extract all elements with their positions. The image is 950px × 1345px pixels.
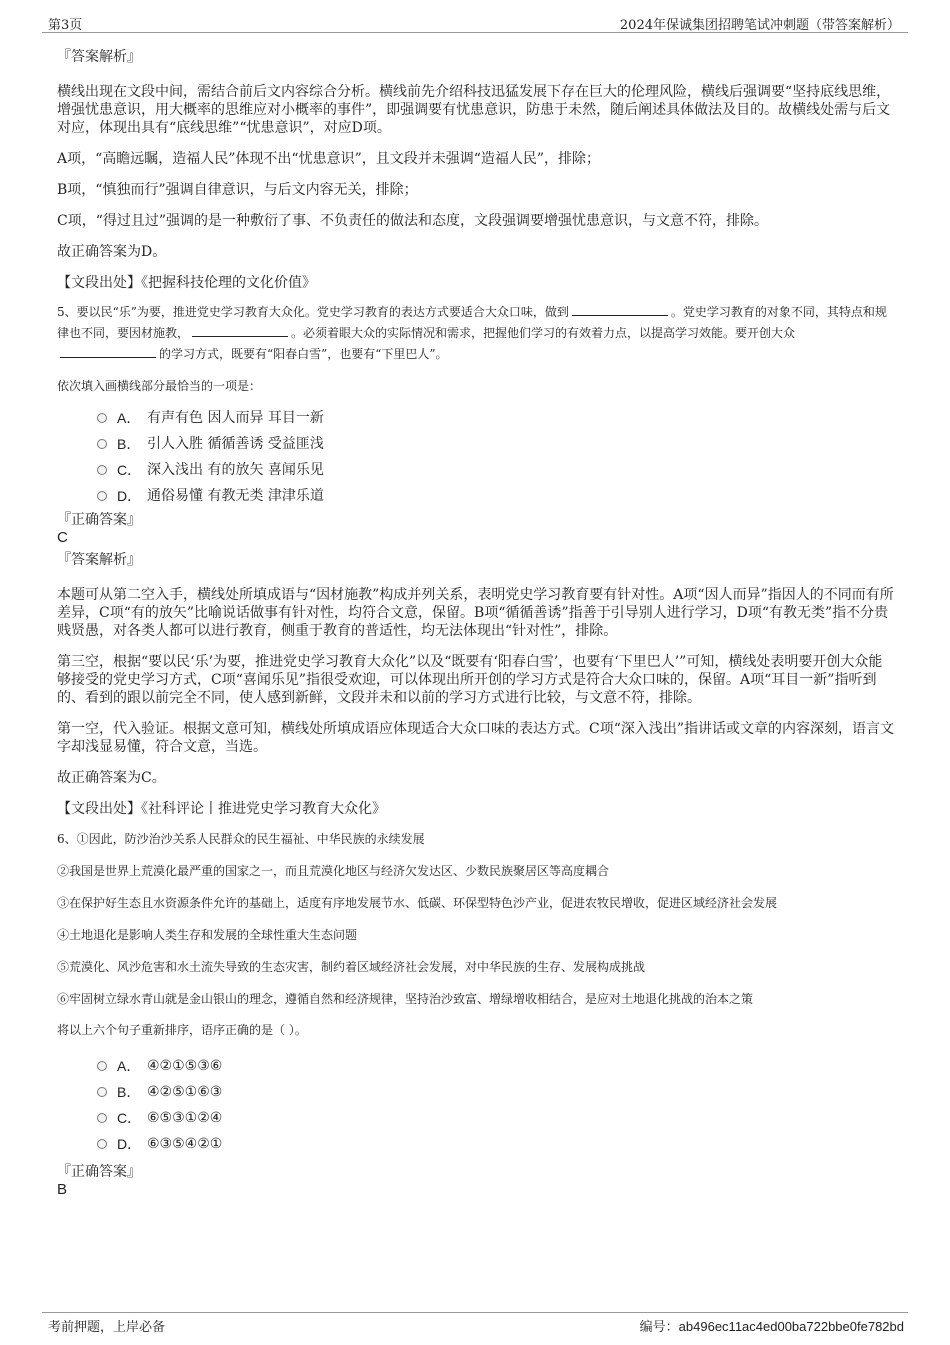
analysis-tag: 『答案解析』 bbox=[57, 49, 141, 65]
radio-icon[interactable] bbox=[97, 1139, 107, 1149]
sentence-item: ⑤荒漠化、风沙危害和水土流失导致的生态灾害，制约着区域经济社会发展，对中华民族的生存、发展构成挑战 bbox=[57, 960, 646, 974]
option-a[interactable]: A． 有声有色 因人而异 耳目一新 bbox=[97, 405, 895, 431]
page-footer bbox=[42, 1312, 908, 1337]
page-number: 第3页 bbox=[48, 18, 83, 33]
correct-answer-tag: 『正确答案』 bbox=[57, 1164, 141, 1180]
footer-slogan: 考前押题，上岸必备 bbox=[48, 1320, 166, 1335]
radio-icon[interactable] bbox=[97, 439, 107, 449]
correct-answer-tag: 『正确答案』 bbox=[57, 512, 141, 528]
option-c[interactable]: C． ⑥⑤③①②④ bbox=[97, 1105, 895, 1131]
analysis-paragraph: C项，“得过且过”强调的是一种敷衍了事、不负责任的做法和态度，文段强调要增强忧患意识，与文意不符，排除。 bbox=[57, 213, 769, 229]
document-code: 编号：ab496ec11ac4ed00ba722bbe0fe782bd bbox=[639, 1319, 904, 1335]
analysis-paragraph: 第三空，根据“要以民‘乐’为要，推进党史学习教育大众化”以及“既要有‘阳春白雪’，也要有‘下里巴人’”可知，横线处表明要开创大众能够接受的党史学习方式，C项“喜闻乐见”指很受欢迎，可以体现出所开创的学习方式是符合大众口味的，保留。A项“耳目一新”指听到的、看到的跟以前完全不同，使人感到新鲜，文段并未和以前的学习方式进行比较，与文意不符，排除。 bbox=[57, 654, 883, 706]
radio-icon[interactable] bbox=[97, 1113, 107, 1123]
fill-blank bbox=[572, 303, 668, 316]
option-b[interactable]: B． ④②⑤①⑥③ bbox=[97, 1079, 895, 1105]
correct-answer: B bbox=[57, 1181, 68, 1198]
sentence-item: ②我国是世界上荒漠化最严重的国家之一，而且荒漠化地区与经济欠发达区、少数民族聚居区等高度耦合 bbox=[57, 864, 610, 878]
option-d[interactable]: D． 通俗易懂 有教无类 津津乐道 bbox=[97, 483, 895, 509]
source-citation: 【文段出处】《把握科技伦理的文化价值》 bbox=[57, 275, 316, 291]
radio-icon[interactable] bbox=[97, 413, 107, 423]
option-list bbox=[97, 1053, 895, 1157]
question-prompt: 依次填入画横线部分最恰当的一项是： bbox=[57, 379, 262, 393]
option-list bbox=[97, 405, 895, 509]
radio-icon[interactable] bbox=[97, 1087, 107, 1097]
sentence-item: 6、①因此，防沙治沙关系人民群众的民生福祉、中华民族的永续发展 bbox=[57, 832, 425, 846]
answer-conclusion: 故正确答案为C。 bbox=[57, 770, 166, 786]
analysis-paragraph: 第一空，代入验证。根据文意可知，横线处所填成语应体现适合大众口味的表达方式。C项“深入浅出”指讲话或文章的内容深刻，语言文字却浅显易懂，符合文意，当选。 bbox=[57, 721, 895, 755]
option-c[interactable]: C． 深入浅出 有的放矢 喜闻乐见 bbox=[97, 457, 895, 483]
page-content bbox=[57, 46, 895, 1199]
correct-answer: C bbox=[57, 529, 68, 546]
analysis-paragraph: B项，“慎独而行”强调自律意识，与后文内容无关，排除； bbox=[57, 182, 418, 198]
sentence-item: ③在保护好生态且水资源条件允许的基础上，适度有序地发展节水、低碳、环保型特色沙产业，促进农牧民增收，促进区域经济社会发展 bbox=[57, 896, 778, 910]
option-a[interactable]: A． ④②①⑤③⑥ bbox=[97, 1053, 895, 1079]
page-header bbox=[42, 10, 908, 33]
radio-icon[interactable] bbox=[97, 465, 107, 475]
question-prompt: 将以上六个句子重新排序，语序正确的是（ ）。 bbox=[57, 1023, 307, 1037]
fill-blank bbox=[192, 324, 288, 337]
sentence-item: ④土地退化是影响人类生存和发展的全球性重大生态问题 bbox=[57, 928, 358, 942]
analysis-tag: 『答案解析』 bbox=[57, 552, 141, 568]
analysis-paragraph: 横线出现在文段中间，需结合前后文内容综合分析。横线前先介绍科技迅猛发展下存在巨大的伦理风险，横线后强调要“坚持底线思维，增强忧患意识，用大概率的思维应对小概率的事件”，即强调要有忧患意识，防患于未然，随后阐述具体做法及目的。故横线处需与后文对应，体现出具有“底线思维”“忧患意识”，对应D项。 bbox=[57, 84, 891, 136]
analysis-paragraph: A项，“高瞻远瞩，造福人民”体现不出“忧患意识”，且文段并未强调“造福人民”，排除； bbox=[57, 151, 601, 167]
option-d[interactable]: D． ⑥③⑤④②① bbox=[97, 1131, 895, 1157]
option-b[interactable]: B． 引人入胜 循循善诱 受益匪浅 bbox=[97, 431, 895, 457]
radio-icon[interactable] bbox=[97, 1061, 107, 1071]
radio-icon[interactable] bbox=[97, 491, 107, 501]
answer-conclusion: 故正确答案为D。 bbox=[57, 244, 167, 260]
fill-blank bbox=[60, 345, 156, 358]
analysis-paragraph: 本题可从第二空入手，横线处所填成语与“因材施教”构成并列关系，表明党史学习教育要有针对性。A项“因人而异”指因人的不同而有所差异，C项“有的放矢”比喻说话做事有针对性，均符合文意，保留。B项“循循善诱”指善于引导别人进行学习，D项“有教无类”指不分贵贱贤愚，对各类人都可以进行教育，侧重于教育的普适性，均无法体现出“针对性”，排除。 bbox=[57, 587, 894, 639]
question-stem: 5、要以民“乐”为要，推进党史学习教育大众化。党史学习教育的表达方式要适合大众口味，做到 。党史学习教育的对象不同，其特点和规律也不同，要因材施教， 。必须着眼大众的实际情况和需求，把握他们学习的有效着力点，以提高学习效能。要开创大众的学习方式，既要有“阳春白雪”，也要有“下里巴人”。 bbox=[57, 305, 887, 361]
sentence-item: ⑥牢固树立绿水青山就是金山银山的理念，遵循自然和经济规律，坚持治沙致富、增绿增收相结合，是应对土地退化挑战的治本之策 bbox=[57, 992, 754, 1006]
document-title: 2024年保诚集团招聘笔试冲刺题（带答案解析） bbox=[619, 18, 900, 33]
source-citation: 【文段出处】《社科评论丨推进党史学习教育大众化》 bbox=[57, 801, 386, 817]
